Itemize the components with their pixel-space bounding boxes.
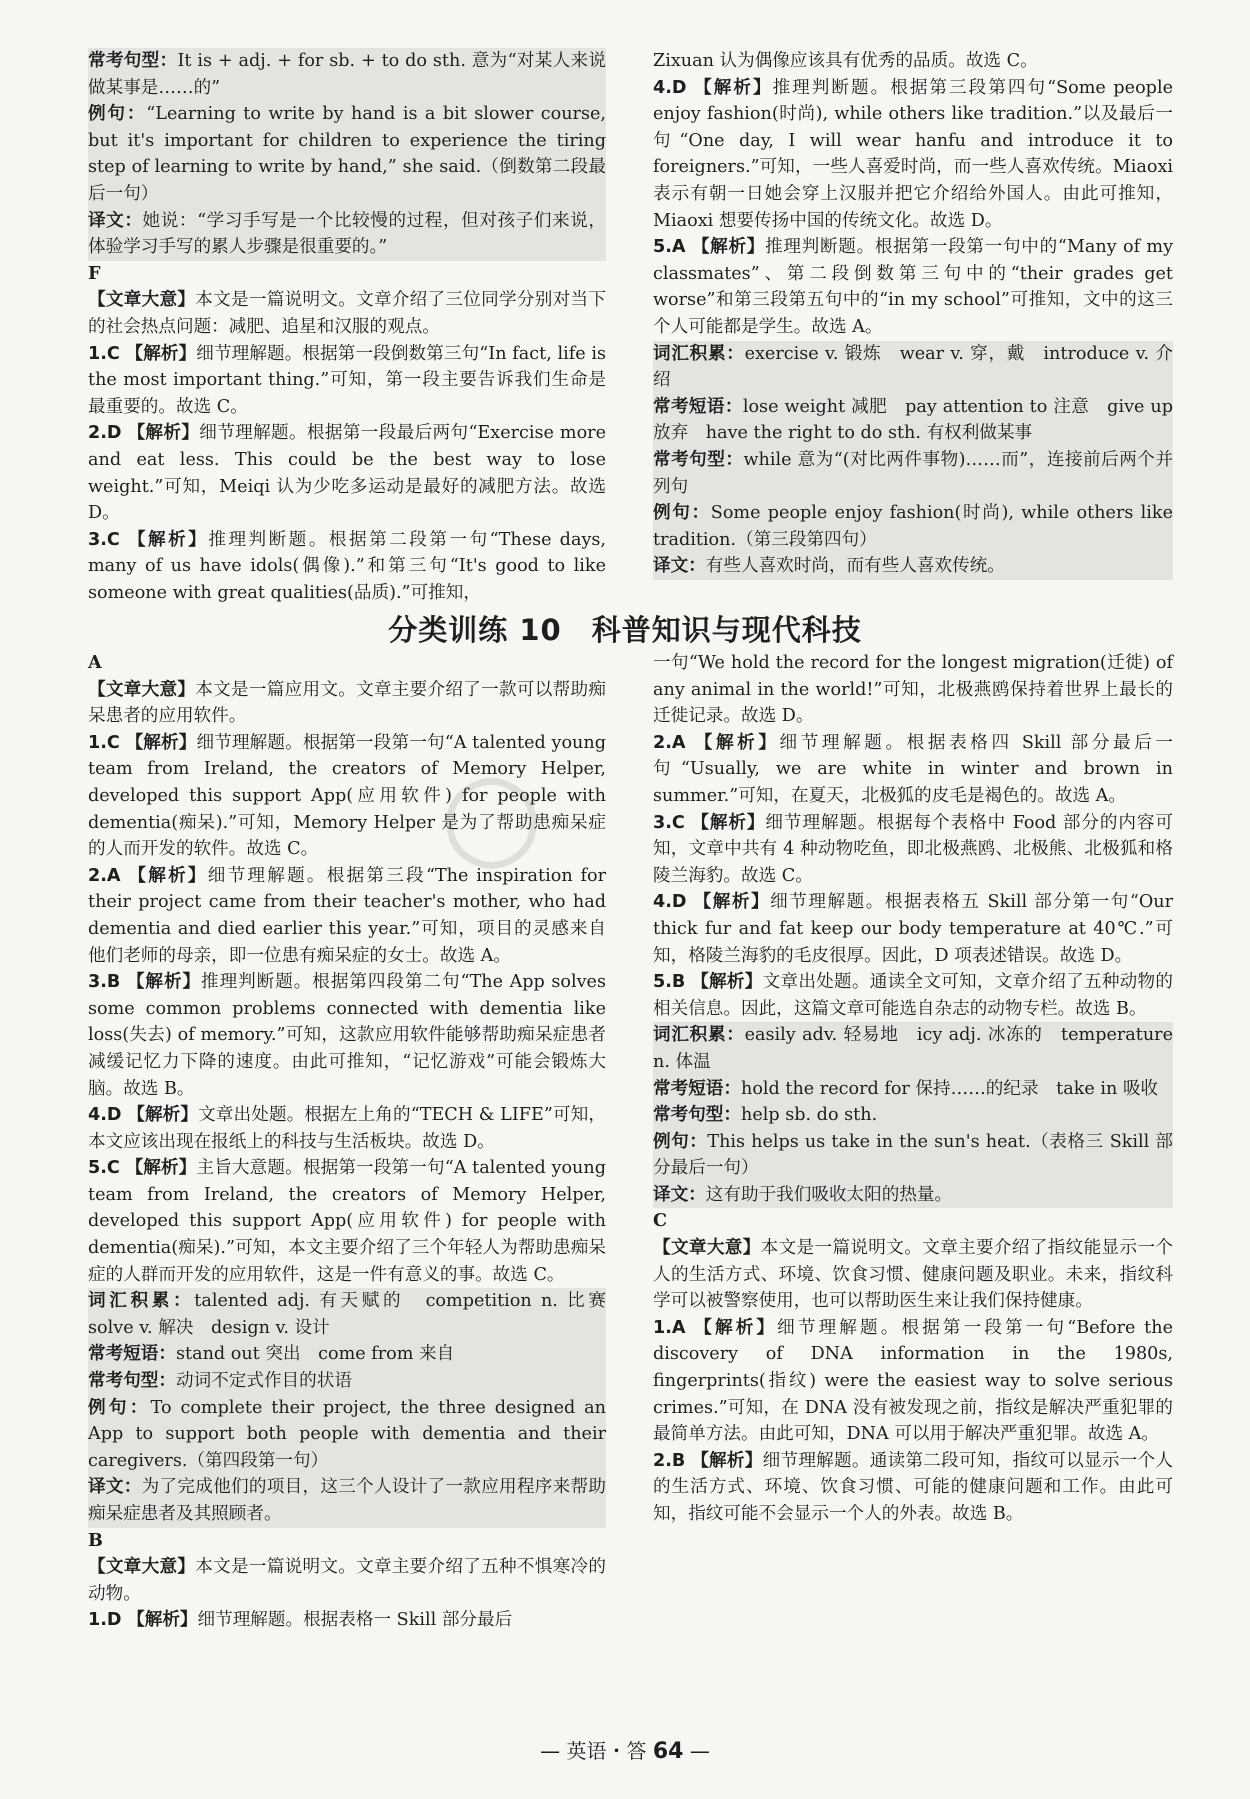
note-paragraph: [88, 677, 606, 730]
answer-paragraph: [88, 1102, 606, 1155]
question-number: 4.D: [653, 77, 687, 98]
note-text: 这有助于我们吸收太阳的热量。: [705, 1184, 953, 1205]
footer-prefix: — 英语・答: [540, 1739, 647, 1763]
answer-paragraph: [653, 1315, 1173, 1448]
note-paragraph: [88, 101, 606, 207]
answer-paragraph: [88, 969, 606, 1102]
note-paragraph: [88, 1474, 606, 1527]
note-label: 【文章大意】: [88, 290, 196, 311]
question-number: 1.A: [653, 1317, 686, 1338]
answer-paragraph: [653, 969, 1173, 1022]
answer-paragraph: [88, 420, 606, 526]
answer-paragraph: [88, 341, 606, 421]
bottom-right-column: [653, 650, 1173, 1528]
note-label: 常考句型：: [88, 1371, 176, 1392]
question-number: 5.C: [88, 1158, 120, 1179]
note-text: 本文是一篇说明文。文章主要介绍了指纹能显示一个人的生活方式、环境、饮食习惯、健康问题及职业。未来，指纹科学可以被警察使用，也可以帮助医生来让我们保持健康。: [653, 1238, 1173, 1312]
note-label: 【解析】: [128, 865, 208, 886]
question-number: 4.D: [653, 892, 687, 913]
note-text: stand out 突出 come from 来自: [175, 1344, 455, 1365]
note-label: 常考句型：: [653, 449, 744, 470]
note-paragraph: [653, 1102, 1173, 1129]
note-label: 【解析】: [127, 1610, 198, 1631]
note-text: 细节理解题。根据第一段第一句“A talented young team from Ireland, the creators of Memory Helper, developed this support App(应用软件) for people with dementia(痴呆).”可知，Memory Helper 是为了帮助患痴呆症的人而开发的软件。故选 C。: [88, 732, 606, 860]
answer-paragraph: [653, 810, 1173, 890]
note-text: 细节理解题。根据表格一 Skill 部分最后: [197, 1610, 513, 1631]
answer-paragraph: [653, 730, 1173, 810]
page-footer: [0, 1738, 1250, 1766]
note-text: 动词不定式作目的状语: [175, 1371, 352, 1392]
note-label: 【解析】: [691, 1450, 763, 1471]
note-paragraph: [88, 1395, 606, 1475]
note-text: 推理判断题。根据第三段第四句“Some people enjoy fashion(时尚), while others like tradition.”以及最后一句“One day, I will wear hanfu and introduce it to foreigners.”可知，一些人喜爱时尚，而一些人喜欢传统。Miaoxi 表示有朝一日她会穿上汉服并把它介绍给外国人。由此可推知，Miaoxi 想要传扬中国的传统文化。故选 D。: [653, 77, 1173, 231]
note-text: Zixuan 认为偶像应该具有优秀的品质。故选 C。: [653, 51, 1038, 71]
note-text: 推理判断题。根据第一段第一句中的“Many of my classmates”、第二段倒数第三句中的“their grades get worse”和第三段第五句中的“in my school”可推知，文中的这三个人可能都是学生。故选 A。: [653, 237, 1174, 337]
answer-paragraph: [88, 527, 606, 607]
note-paragraph: [653, 394, 1173, 447]
note-paragraph: [653, 1022, 1173, 1075]
note-label: 常考句型：: [88, 51, 178, 71]
question-number: 4.D: [88, 1105, 122, 1126]
note-paragraph: [653, 341, 1173, 394]
question-number: 3.C: [653, 812, 685, 833]
note-text: help sb. do sth.: [740, 1105, 878, 1126]
note-paragraph: [88, 48, 606, 101]
note-text: hold the record for 保持……的纪录 take in 吸收: [740, 1078, 1159, 1099]
question-number: 2.B: [653, 1450, 686, 1471]
question-number: 2.A: [653, 732, 686, 753]
note-paragraph: [653, 500, 1173, 553]
question-number: 2.D: [88, 423, 122, 444]
note-paragraph: [653, 553, 1173, 580]
note-label: 译文：: [653, 556, 706, 577]
note-label: 例句：: [88, 1397, 151, 1418]
question-number: 5.B: [653, 972, 686, 993]
question-number: 1.C: [88, 732, 120, 753]
note-label: 【解析】: [125, 732, 197, 753]
note-text: 本文是一篇说明文。文章介绍了三位同学分别对当下的社会热点问题：减肥、追星和汉服的观点。: [88, 290, 606, 337]
note-label: 常考短语：: [88, 1344, 176, 1365]
note-label: 译文：: [88, 1477, 142, 1498]
note-label: 词汇积累：: [653, 343, 745, 364]
note-paragraph: [653, 1076, 1173, 1103]
question-number: 1.D: [88, 1610, 122, 1631]
note-label: 【解析】: [694, 77, 773, 98]
note-label: 词汇积累：: [653, 1025, 745, 1046]
note-label: 词汇积累：: [88, 1291, 195, 1312]
note-text: 她说：“学习手写是一个比较慢的过程，但对孩子们来说，体验学习手写的累人步骤是很重要的。”: [88, 210, 606, 258]
note-text: lose weight 减肥 pay attention to 注意 give up 放弃 have the right to do sth. 有权利做某事: [653, 396, 1173, 444]
answer-paragraph: [88, 1155, 606, 1288]
note-label: 例句：: [653, 1131, 708, 1152]
answer-paragraph: [653, 75, 1173, 235]
note-text: 本文是一篇说明文。文章主要介绍了五种不惧寒冷的动物。: [88, 1557, 606, 1604]
note-label: 【解析】: [693, 892, 771, 913]
note-label: 【文章大意】: [653, 1238, 761, 1259]
note-label: 【解析】: [694, 732, 780, 753]
note-text: while 意为“(对比两件事物)……而”，连接前后两个并列句: [653, 449, 1173, 497]
note-label: 【文章大意】: [88, 1557, 196, 1578]
note-text: 细节理解题。通读第二段可知，指纹可以显示一个人的生活方式、环境、饮食习惯、可能的健康问题和工作。由此可知，指纹可能不会显示一个人的外表。故选 B。: [653, 1450, 1173, 1524]
watermark-shape: ○: [440, 744, 543, 882]
note-text: 细节理解题。根据表格四 Skill 部分最后一句“Usually, we are white in winter and brown in summer.”可知，在夏天，北极狐的皮毛是褐色的。故选 A。: [653, 732, 1173, 806]
note-text: 为了完成他们的项目，这三个人设计了一款应用程序来帮助痴呆症患者及其照顾者。: [88, 1477, 606, 1524]
note-paragraph: [88, 1341, 606, 1368]
note-label: 【解析】: [127, 423, 200, 444]
note-label: 译文：: [88, 210, 143, 231]
note-text: It is + adj. + for sb. + to do sth. 意为“对某人来说做某事是……的”: [88, 51, 606, 98]
note-text: easily adv. 轻易地 icy adj. 冰冻的 temperature n. 体温: [653, 1025, 1173, 1072]
answer-paragraph: [653, 234, 1173, 340]
note-paragraph: [88, 208, 606, 261]
note-text: 细节理解题。根据表格五 Skill 部分第一句“Our thick fur and fat keep our body temperature at 40℃.”可知，格陵兰海豹的毛皮很厚。因此，D 项表述错误。故选 D。: [653, 892, 1173, 966]
note-label: 例句：: [653, 503, 711, 524]
note-text: 文章出处题。根据左上角的“TECH & LIFE”可知，本文应该出现在报纸上的科技与生活板块。故选 D。: [88, 1105, 606, 1152]
note-text: 细节理解题。根据第一段倒数第三句“In fact, life is the most important thing.”可知，第一段主要告诉我们生命是最重要的。故选 C。: [88, 343, 606, 417]
note-label: 【解析】: [691, 972, 763, 993]
question-number: 2.A: [88, 865, 121, 886]
note-text: “Learning to write by hand is a bit slower course, but it's important for children to experience the tiring step of learning to write by hand,” she said.（倒数第二段最后一句）: [88, 104, 606, 204]
question-number: 3.C: [88, 529, 120, 550]
note-label: 例句：: [88, 104, 147, 125]
note-label: 【解析】: [126, 972, 202, 993]
note-label: 【解析】: [125, 1158, 197, 1179]
note-text: 推理判断题。根据第四段第二句“The App solves some common problems connected with dementia like loss(失去) of memory.”可知，这款应用软件能够帮助痴呆症患者减缓记忆力下降的速度。由此可推知，“记忆游戏”可能会锻炼大脑。故选 B。: [88, 972, 606, 1099]
note-label: 【解析】: [127, 1105, 199, 1126]
passage-letter: C: [653, 1210, 668, 1232]
note-label: 【解析】: [691, 812, 766, 833]
note-label: 常考短语：: [653, 396, 743, 417]
note-text: 有些人喜欢时尚，而有些人喜欢传统。: [705, 556, 1005, 577]
bottom-left-column: [88, 650, 624, 1634]
section-title: 分类训练 10 科普知识与现代科技: [388, 613, 862, 647]
answer-paragraph: [653, 889, 1173, 969]
answer-paragraph: [88, 863, 606, 969]
note-text: talented adj. 有天赋的 competition n. 比赛 solve v. 解决 design v. 设计: [88, 1291, 624, 1338]
note-label: 译文：: [653, 1184, 706, 1205]
question-number: 1.C: [88, 343, 120, 364]
note-label: 常考句型：: [653, 1105, 741, 1126]
note-label: 【解析】: [691, 237, 766, 258]
note-paragraph: [88, 287, 606, 340]
note-text: This helps us take in the sun's heat.（表格三 Skill 部分最后一句）: [653, 1131, 1173, 1179]
passage-letter: B: [88, 1529, 103, 1551]
note-text: 细节理解题。根据每个表格中 Food 部分的内容可知，文章中共有 4 种动物吃鱼，即北极燕鸥、北极熊、北极狐和格陵兰海豹。故选 C。: [653, 812, 1173, 886]
note-paragraph: [653, 1182, 1173, 1209]
note-text: 推理判断题。根据第二段第一句“These days, many of us have idols(偶像).”和第三句“It's good to like someone with great qualities(品质).”可推知，: [88, 529, 606, 603]
note-text: 细节理解题。根据第一段最后两句“Exercise more and eat less. This could be the best way to lose weight.”可知，Meiqi 认为少吃多运动是最好的减肥方法。故选 D。: [88, 423, 606, 524]
note-paragraph: [653, 48, 1173, 75]
note-text: 细节理解题。根据第三段“The inspiration for their project came from their teacher's mother, who had dementia and died earlier this year.”可知，项目的灵感来自他们老师的母亲，即一位患有痴呆症的女士。故选 A。: [88, 865, 606, 966]
note-text: 本文是一篇应用文。文章主要介绍了一款可以帮助痴呆患者的应用软件。: [88, 679, 606, 727]
passage-letter: A: [88, 652, 102, 673]
footer-suffix: —: [689, 1739, 710, 1763]
note-label: 【解析】: [694, 1317, 778, 1338]
note-paragraph: [88, 1368, 606, 1395]
note-paragraph: [653, 650, 1173, 730]
note-label: 【解析】: [127, 529, 209, 550]
note-paragraph: [88, 1288, 624, 1341]
note-label: 常考短语：: [653, 1078, 741, 1099]
note-paragraph: [653, 1129, 1173, 1182]
note-text: 文章出处题。通读全文可知，文章介绍了五种动物的相关信息。因此，这篇文章可能选自杂志的动物专栏。故选 B。: [653, 972, 1173, 1019]
question-number: 5.A: [653, 237, 686, 258]
question-number: 3.B: [88, 972, 121, 993]
answer-paragraph: [88, 1607, 606, 1634]
top-right-column: [653, 48, 1173, 580]
note-text: Some people enjoy fashion(时尚), while others like tradition.（第三段第四句）: [653, 503, 1173, 550]
note-paragraph: [88, 1554, 606, 1607]
answer-paragraph: [653, 1448, 1173, 1528]
page-number: 64: [652, 1739, 684, 1764]
note-paragraph: [653, 1235, 1173, 1315]
note-text: 细节理解题。根据第一段第一句“Before the discovery of DNA information in the 1980s, fingerprints(指纹) were the easiest way to solve serious crimes.”可知，在 DNA 没有被发现之前，指纹是解决严重犯罪的最简单方法。由此可知，DNA 可以用于解决严重犯罪。故选 A。: [653, 1317, 1173, 1445]
note-paragraph: [653, 447, 1173, 500]
note-text: exercise v. 锻炼 wear v. 穿，戴 introduce v. 介绍: [653, 343, 1173, 391]
note-label: 【文章大意】: [88, 679, 196, 700]
passage-letter: F: [88, 262, 101, 284]
note-text: 主旨大意题。根据第一段第一句“A talented young team from Ireland, the creators of Memory Helper, developed this support App(应用软件) for people with dementia(痴呆).”可知，本文主要介绍了三个年轻人为帮助患痴呆症的人群而开发的应用软件，这是一件有意义的事。故选 C。: [88, 1158, 606, 1285]
note-text: To complete their project, the three designed an App to support both people with dementia and their caregivers.（第四段第一句）: [88, 1397, 606, 1471]
note-text: 一句“We hold the record for the longest migration(迁徙) of any animal in the world!”可知，北极燕鸥保持着世界上最长的迁徙记录。故选 D。: [653, 653, 1173, 727]
note-label: 【解析】: [125, 343, 197, 364]
top-left-column: [88, 48, 606, 606]
